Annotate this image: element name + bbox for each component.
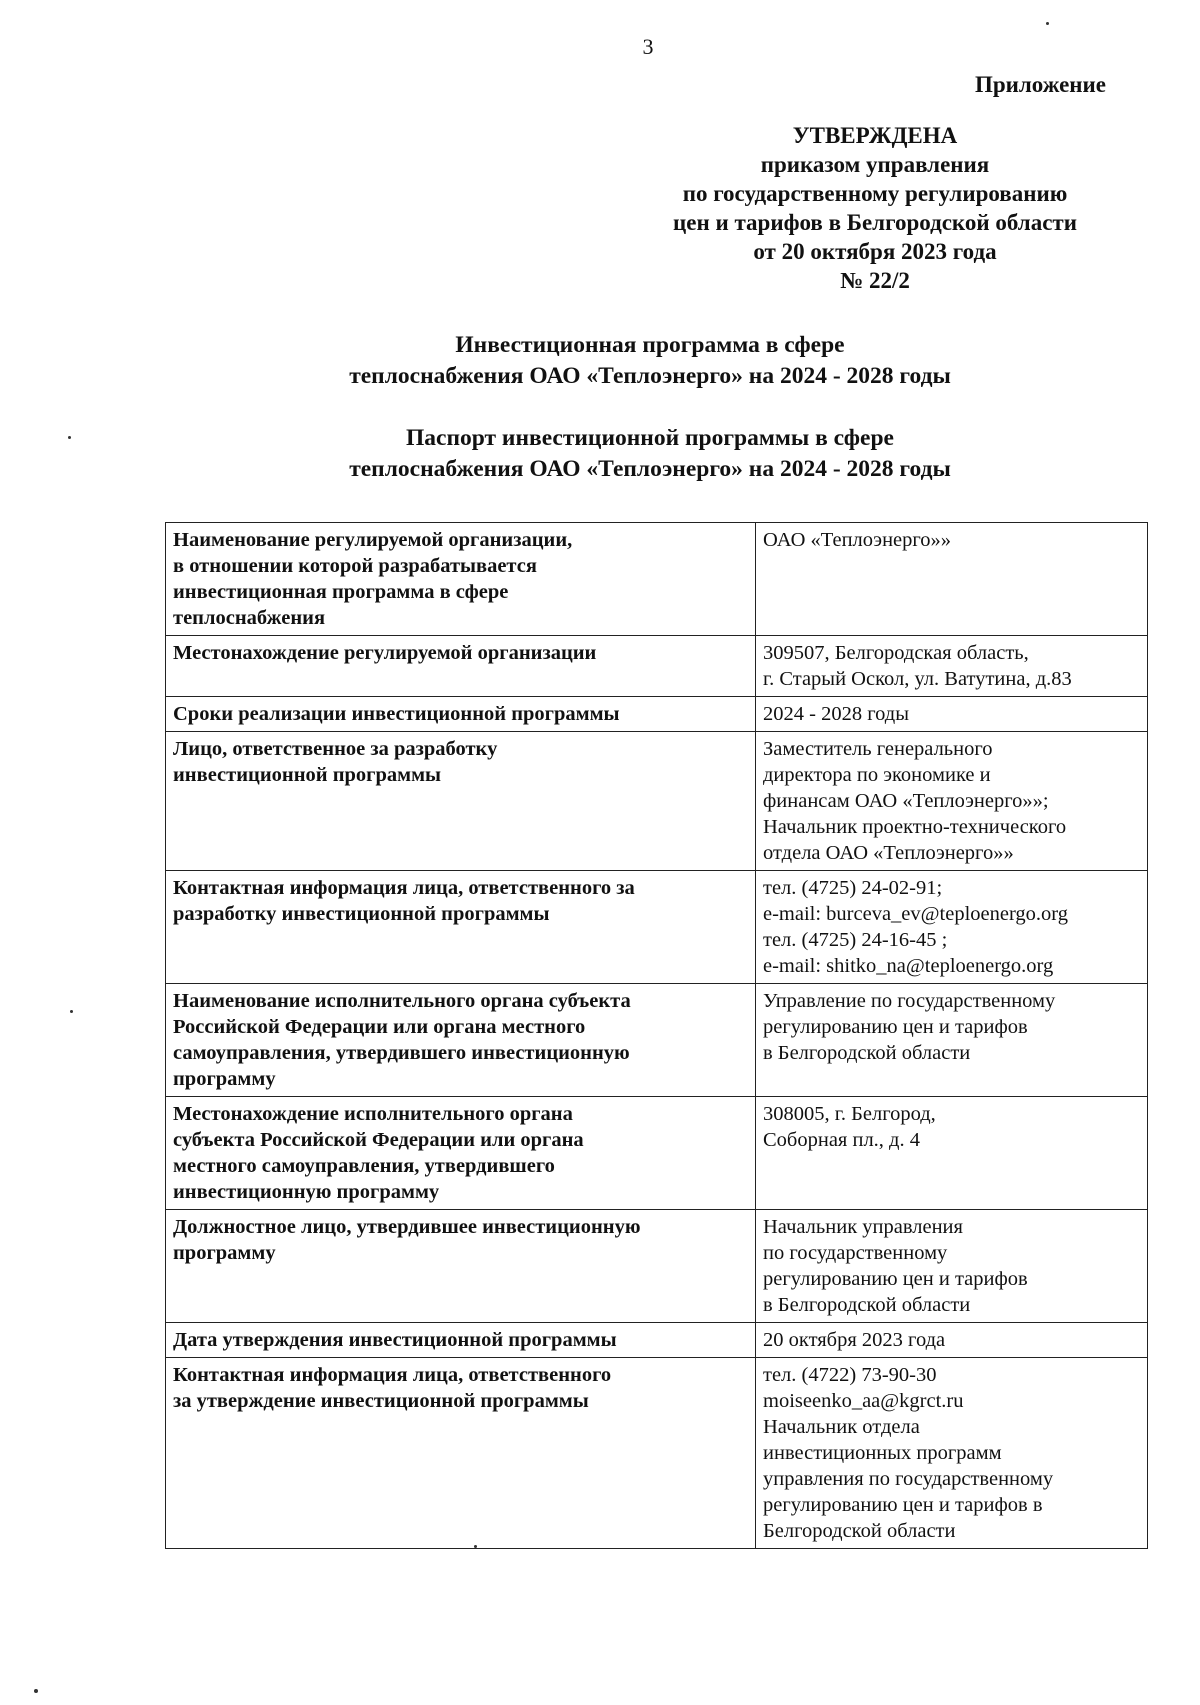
table-row [166, 871, 1148, 984]
row-value-line: регулированию цен и тарифов в [763, 1494, 1043, 1516]
row-value-line: Начальник проектно-технического [763, 816, 1067, 838]
table-row [166, 984, 1148, 1097]
approval-line: приказом управления [760, 152, 990, 177]
passport-title-line: Паспорт инвестиционной программы в сфере [406, 425, 894, 451]
approval-block [600, 70, 1150, 295]
row-value-line: регулированию цен и тарифов [763, 1016, 1028, 1038]
row-label-line: Местонахождение регулируемой организации [173, 642, 597, 664]
row-value-cell [756, 732, 1148, 871]
row-value-cell [756, 871, 1148, 984]
row-label-line: Контактная информация лица, ответственного за [173, 877, 635, 899]
passport-table-body [166, 523, 1148, 1549]
row-value-line: 308005, г. Белгород, [763, 1103, 936, 1125]
row-label-cell [166, 697, 756, 732]
row-label-cell [166, 636, 756, 697]
row-value-cell [756, 523, 1148, 636]
row-value-line: директора по экономике и [763, 764, 991, 786]
row-value-line: ОАО «Теплоэнерго»» [763, 529, 952, 551]
row-label-line: Контактная информация лица, ответственного [173, 1364, 612, 1386]
row-value-cell [756, 636, 1148, 697]
approval-line: УТВЕРЖДЕНА [792, 123, 958, 148]
row-value-line: в Белгородской области [763, 1042, 971, 1064]
row-label-line: субъекта Российской Федерации или органа [173, 1129, 584, 1151]
scan-speck [34, 1689, 38, 1693]
scan-speck [68, 436, 71, 439]
row-value-line: по государственному [763, 1242, 948, 1264]
approval-line: от 20 октября 2023 года [753, 239, 997, 264]
row-label-line: самоуправления, утвердившего инвестиционную [173, 1042, 630, 1064]
program-title [150, 330, 1150, 392]
row-label-line: программу [173, 1242, 276, 1264]
row-label-line: Наименование исполнительного органа субъекта [173, 990, 631, 1012]
scan-speck [1046, 22, 1049, 25]
row-value-line: Начальник отдела [763, 1416, 920, 1438]
attachment-label: Приложение [974, 72, 1106, 97]
table-row [166, 1358, 1148, 1549]
row-label-cell [166, 1358, 756, 1549]
row-label-line: инвестиционную программу [173, 1181, 440, 1203]
row-label-line: Наименование регулируемой организации, [173, 529, 573, 551]
table-row [166, 1210, 1148, 1323]
row-value-line: Белгородской области [763, 1520, 956, 1542]
program-title-line: теплоснабжения ОАО «Теплоэнерго» на 2024 - 2028 годы [349, 363, 951, 389]
table-row [166, 697, 1148, 732]
row-value-line: 20 октября 2023 года [763, 1329, 946, 1351]
row-value-line: г. Старый Оскол, ул. Ватутина, д.83 [763, 668, 1072, 690]
row-label-line: Местонахождение исполнительного органа [173, 1103, 573, 1125]
row-label-line: Дата утверждения инвестиционной программы [173, 1329, 617, 1351]
row-value-line: Соборная пл., д. 4 [763, 1129, 920, 1151]
row-value-line: управления по государственному [763, 1468, 1054, 1490]
row-value-line: 309507, Белгородская область, [763, 642, 1029, 664]
table-row [166, 523, 1148, 636]
row-value-line: Управление по государственному [763, 990, 1056, 1012]
scan-speck [70, 1010, 73, 1013]
row-label-line: Российской Федерации или органа местного [173, 1016, 586, 1038]
row-value-cell [756, 697, 1148, 732]
scan-speck [474, 1545, 477, 1548]
row-label-cell [166, 984, 756, 1097]
program-title-line: Инвестиционная программа в сфере [455, 332, 845, 358]
row-label-cell [166, 1097, 756, 1210]
row-value-cell [756, 1097, 1148, 1210]
row-value-line: e-mail: burceva_ev@teploenergo.org [763, 903, 1069, 925]
row-value-line: в Белгородской области [763, 1294, 971, 1316]
row-value-line: регулированию цен и тарифов [763, 1268, 1028, 1290]
row-value-line: финансам ОАО «Теплоэнерго»»; [763, 790, 1049, 812]
row-value-line: Начальник управления [763, 1216, 963, 1238]
row-value-line: Заместитель генерального [763, 738, 993, 760]
row-label-cell [166, 523, 756, 636]
passport-title-line: теплоснабжения ОАО «Теплоэнерго» на 2024 - 2028 годы [349, 456, 951, 482]
row-value-line: 2024 - 2028 годы [763, 703, 909, 725]
page-number: 3 [642, 34, 654, 59]
row-value-cell [756, 1323, 1148, 1358]
row-value-line: тел. (4722) 73-90-30 [763, 1364, 937, 1386]
row-value-line: moiseenko_aa@kgrct.ru [763, 1390, 964, 1412]
approval-line: по государственному регулированию [682, 181, 1068, 206]
row-label-line: теплоснабжения [173, 607, 326, 629]
passport-title [150, 423, 1150, 485]
row-label-line: инвестиционная программа в сфере [173, 581, 509, 603]
row-value-cell [756, 984, 1148, 1097]
row-label-cell [166, 871, 756, 984]
row-label-line: программу [173, 1068, 276, 1090]
approval-line: № 22/2 [840, 268, 910, 293]
row-label-cell [166, 1210, 756, 1323]
table-row [166, 1323, 1148, 1358]
row-label-line: инвестиционной программы [173, 764, 442, 786]
row-label-line: разработку инвестиционной программы [173, 903, 550, 925]
row-value-cell [756, 1210, 1148, 1323]
row-value-line: инвестиционных программ [763, 1442, 1002, 1464]
table-row [166, 732, 1148, 871]
row-label-line: местного самоуправления, утвердившего [173, 1155, 555, 1177]
table-row [166, 636, 1148, 697]
row-label-line: в отношении которой разрабатывается [173, 555, 537, 577]
row-label-line: Сроки реализации инвестиционной программы [173, 703, 620, 725]
row-value-cell [756, 1358, 1148, 1549]
row-value-line: отдела ОАО «Теплоэнерго»» [763, 842, 1014, 864]
row-value-line: тел. (4725) 24-02-91; [763, 877, 943, 899]
row-label-line: за утверждение инвестиционной программы [173, 1390, 589, 1412]
row-value-line: тел. (4725) 24-16-45 ; [763, 929, 948, 951]
row-label-line: Должностное лицо, утвердившее инвестиционную [173, 1216, 641, 1238]
table-row [166, 1097, 1148, 1210]
row-label-line: Лицо, ответственное за разработку [173, 738, 498, 760]
row-value-line: e-mail: shitko_na@teploenergo.org [763, 955, 1054, 977]
approval-line: цен и тарифов в Белгородской области [673, 210, 1077, 235]
passport-table [165, 522, 1148, 1549]
row-label-cell [166, 1323, 756, 1358]
row-label-cell [166, 732, 756, 871]
